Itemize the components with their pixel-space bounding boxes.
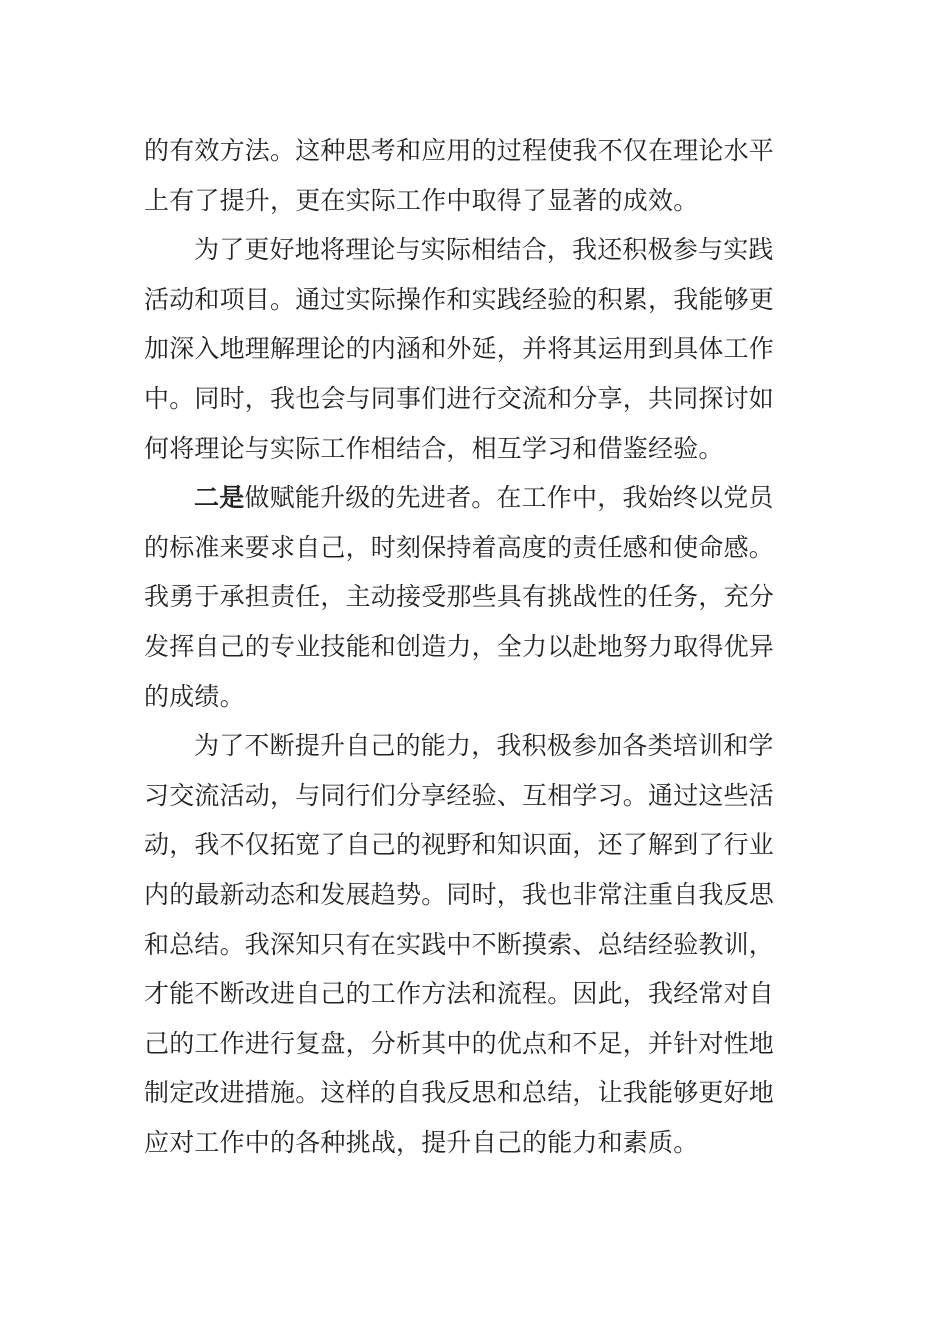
text-line: 的成绩。 bbox=[144, 681, 245, 711]
text-line: 加深入地理解理论的内涵和外延，并将其运用到具体工作 bbox=[144, 334, 775, 364]
text-line: 活动和项目。通过实际操作和实践经验的积累，我能够更 bbox=[144, 284, 775, 314]
text-line: 的有效方法。这种思考和应用的过程使我不仅在理论水平 bbox=[144, 136, 775, 165]
section-lead-bold: 二是 bbox=[194, 483, 245, 513]
text-line: 制定改进措施。这样的自我反思和总结，让我能够更好地 bbox=[144, 1078, 775, 1108]
document-body bbox=[144, 126, 784, 1167]
text-line: 和总结。我深知只有在实践中不断摸索、总结经验教训， bbox=[144, 929, 775, 959]
text-line: 应对工作中的各种挑战，提升自己的能力和素质。 bbox=[144, 1127, 699, 1157]
text-line: 才能不断改进自己的工作方法和流程。因此，我经常对自 bbox=[144, 979, 775, 1009]
text-line: 习交流活动，与同行们分享经验、互相学习。通过这些活 bbox=[144, 780, 775, 810]
paragraph-start-line: 为了不断提升自己的能力，我积极参加各类培训和学 bbox=[194, 731, 774, 761]
text-line: 我勇于承担责任，主动接受那些具有挑战性的任务，充分 bbox=[144, 582, 775, 612]
text-line: 己的工作进行复盘，分析其中的优点和不足，并针对性地 bbox=[144, 1028, 775, 1058]
paragraph-start-line: 为了更好地将理论与实际相结合，我还积极参与实践 bbox=[194, 235, 774, 265]
text-line: 何将理论与实际工作相结合，相互学习和借鉴经验。 bbox=[144, 433, 724, 463]
text-line: 动，我不仅拓宽了自己的视野和知识面，还了解到了行业 bbox=[144, 830, 775, 860]
text-line: 上有了提升，更在实际工作中取得了显著的成效。 bbox=[144, 185, 699, 215]
paragraph-start-line bbox=[144, 473, 784, 523]
text-line: 内的最新动态和发展趋势。同时，我也非常注重自我反思 bbox=[144, 879, 775, 909]
text-line: 发挥自己的专业技能和创造力，全力以赴地努力取得优异 bbox=[144, 631, 775, 661]
section-lead-text: 做赋能升级的先进者。在工作中，我始终以党员 bbox=[244, 483, 774, 513]
text-line: 中。同时，我也会与同事们进行交流和分享，共同探讨如 bbox=[144, 383, 775, 413]
text-line: 的标准来要求自己，时刻保持着高度的责任感和使命感。 bbox=[144, 532, 775, 562]
